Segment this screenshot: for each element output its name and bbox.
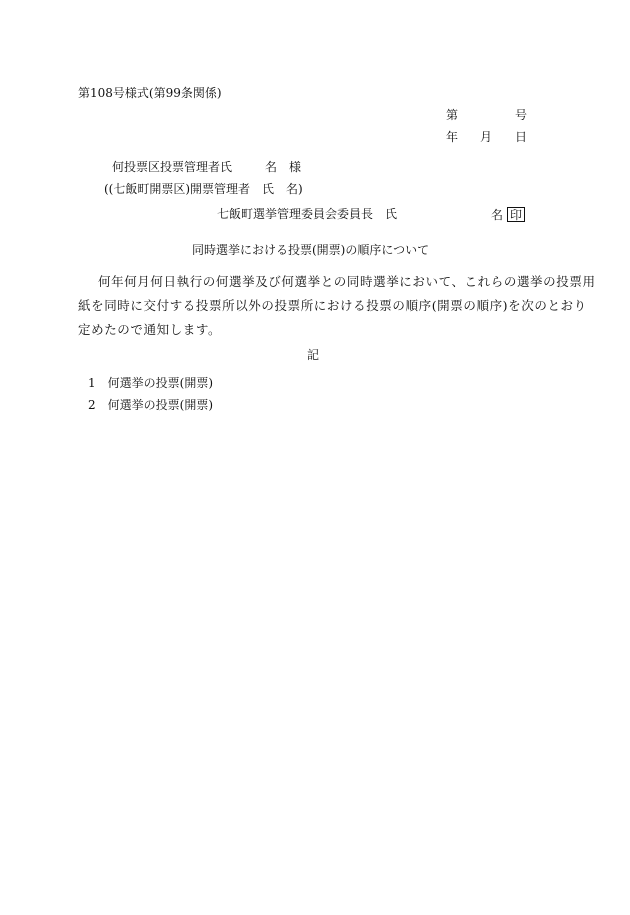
list-item-text: 何選挙の投票(開票) [107,376,214,390]
addressee-line2: ((七飯町開票区)開票管理者 氏 名) [104,182,303,196]
addressee-line1-title: 何投票区投票管理者氏 [112,160,233,174]
form-number: 第108号様式(第99条関係) [78,86,222,100]
list-item [88,399,213,411]
sender-name-label: 名 [491,208,504,222]
sender-title: 七飯町選挙管理委員会委員長 氏 [217,207,398,221]
list-item-number: 2 [88,398,96,412]
list-item-number: 1 [88,376,96,390]
body-line-1: 何年何月何日執行の何選挙及び何選挙との同時選挙において、これらの選挙の投票用 [98,274,596,289]
date-month: 月 [480,130,493,144]
sender-name-block [491,207,525,222]
list-item [88,377,213,389]
body-line-2: 紙を同時に交付する投票所以外の投票所における投票の順序(開票の順序)を次のとおり [78,298,587,313]
number-label-first: 第 [446,108,459,122]
body-line-3: 定めたので通知します。 [78,322,222,337]
date-year: 年 [446,130,459,144]
seal-stamp: 印 [507,207,525,222]
date-day: 日 [515,130,528,144]
ki-heading: 記 [307,348,320,362]
addressee-line1-name: 名 様 [265,160,302,174]
document-title: 同時選挙における投票(開票)の順序について [192,243,430,257]
list-item-text: 何選挙の投票(開票) [107,398,214,412]
number-label-suffix: 号 [515,108,528,122]
